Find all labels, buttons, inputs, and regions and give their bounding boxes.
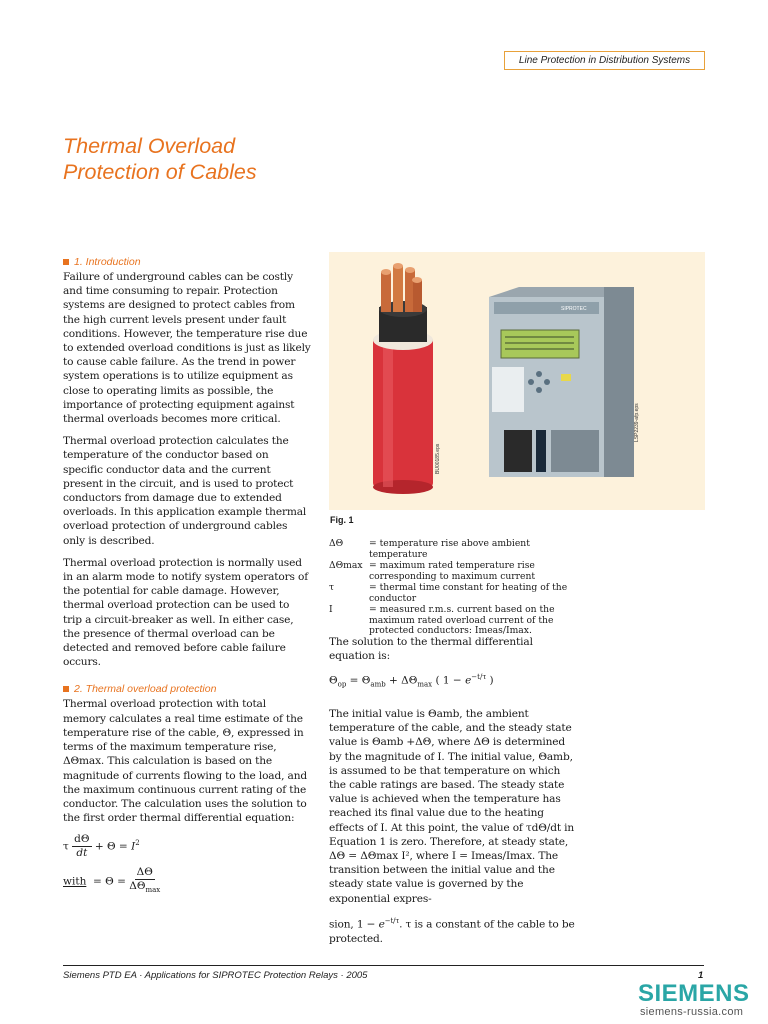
intro-paragraph-1: Failure of underground cables can be costly and time consuming to repair. Protection systems are designed to protect cables from the high current levels present under fault conditions. However, the temperature rise due to extended overload conditions is just as likely to cause cable failure. As the trend in power system operations is to utilize equipment as close to operating limits as possible, the importance of protecting equipment against thermal overloads becomes more critical. (63, 271, 311, 426)
footer-rule (63, 965, 704, 966)
equation-2: with = Θ = $\frac{\Delta\Theta}{\Delta\Theta_{max}}$ (63, 866, 161, 895)
relay-brand: SIPROTEC (561, 306, 587, 312)
siemens-logo: SIEMENS (638, 980, 750, 1007)
title-line-2: Protection of Cables (63, 160, 257, 184)
legend-row (329, 539, 589, 560)
steady-state-paragraph: The initial value is Θamb, the ambient temperature of the cable, and the steady state value is Θamb +ΔΘ, where ΔΘ is determined by the magnitude of I. The initial value, Θamb, is assumed to be that temperature on which the cable ratings are based. The steady state value is achieved when the temperature has reached its final value due to the heating effects of I. At this point, the value of τdΘ/dt in Equation 1 is zero. Therefore, at steady state, ΔΘ = ΔΘmax I², where I = Imeas/Imax. The transition between the initial value and the steady state value is governed by the exponential expres- (329, 708, 575, 905)
cable-icon (373, 263, 433, 494)
section-1-heading (63, 256, 311, 268)
bullet-square-icon (63, 686, 69, 692)
legend-definition: = maximum rated temperature rise corresponding to maximum current (369, 560, 536, 582)
legend-symbol: I (329, 604, 333, 615)
legend-definition: = temperature rise above ambient temperature (369, 538, 530, 560)
equation-1: τ $\frac{d\Theta}{dt}$ + $\Theta = I^2$ (63, 833, 140, 860)
figure-1-image (329, 252, 705, 510)
legend-row (329, 605, 589, 637)
legend-symbol: ΔΘ (329, 538, 344, 549)
solution-intro: The solution to the thermal differential equation is: (329, 636, 533, 663)
title-line-1: Thermal Overload (63, 134, 236, 158)
legend-row (329, 583, 589, 604)
with-label: with (63, 875, 87, 888)
cable-code: BU00185.eps (435, 443, 441, 474)
page-title (63, 133, 257, 185)
footer-text: Siemens PTD EA · Applications for SIPROTEC Protection Relays · 2005 (63, 970, 368, 981)
header-box: Line Protection in Distribution Systems (504, 51, 705, 70)
legend-definition: = thermal time constant for heating of the conductor (369, 582, 568, 604)
section-2-heading (63, 683, 311, 695)
thermal-paragraph: Thermal overload protection with total memory calculates a real time estimate of the temperature rise of the cable, Θ, expressed in terms of the maximum temperature rise, ΔΘmax. This calculation is based on the magnitude of currents flowing to the load, and the maximum continuous current rating of the conductor. The calculation uses the solution to the first order thermal differential equation: (63, 698, 308, 825)
intro-paragraph-3: Thermal overload protection is normally used in an alarm mode to notify system operators of the potential for cable damage. However, thermal overload protection can be used to trip a circuit-breaker as well. In either case, the presence of thermal overload can be detected and removed before cable failure occurs. (63, 556, 309, 669)
relay-device-icon (489, 287, 634, 477)
exponential-paragraph: sion, $1 - e^{-t/\tau}$. τ is a constant of the cable to be protected. (329, 916, 575, 945)
relay-code: LSP2239-afp.eps (634, 403, 640, 442)
left-column (63, 256, 311, 903)
equation-solution: $\Theta_{op} = \Theta_{amb} + \Delta\Theta_{max}$ ( $1 - e^{-t/\tau}$ ) (329, 673, 494, 689)
section-2-heading-text: 2. Thermal overload protection (74, 683, 217, 696)
intro-paragraph-2: Thermal overload protection calculates the temperature of the conductor based on specific conductor data and the current present in the circuit, and is used to protect conductors from damage due to extended overloads. In this application example thermal overload protection of underground cables only is described. (63, 435, 307, 547)
legend-row (329, 561, 589, 582)
symbol-legend (329, 539, 589, 638)
bullet-square-icon (63, 259, 69, 265)
section-1-heading-text: 1. Introduction (74, 256, 141, 268)
figure-label: Fig. 1 (330, 515, 354, 525)
legend-definition: = measured r.m.s. current based on the maximum rated overload current of the protected conductors: Imeas/Imax. (369, 604, 555, 636)
page-number: 1 (698, 970, 704, 981)
cable-and-relay-illustration (329, 252, 705, 510)
legend-symbol: ΔΘmax (329, 560, 363, 571)
right-column (329, 635, 577, 954)
watermark: siemens-russia.com (640, 1006, 744, 1018)
legend-symbol: τ (329, 582, 335, 593)
exponential-paragraph-end: . τ is a constant of the cable to be protected. (329, 918, 575, 945)
